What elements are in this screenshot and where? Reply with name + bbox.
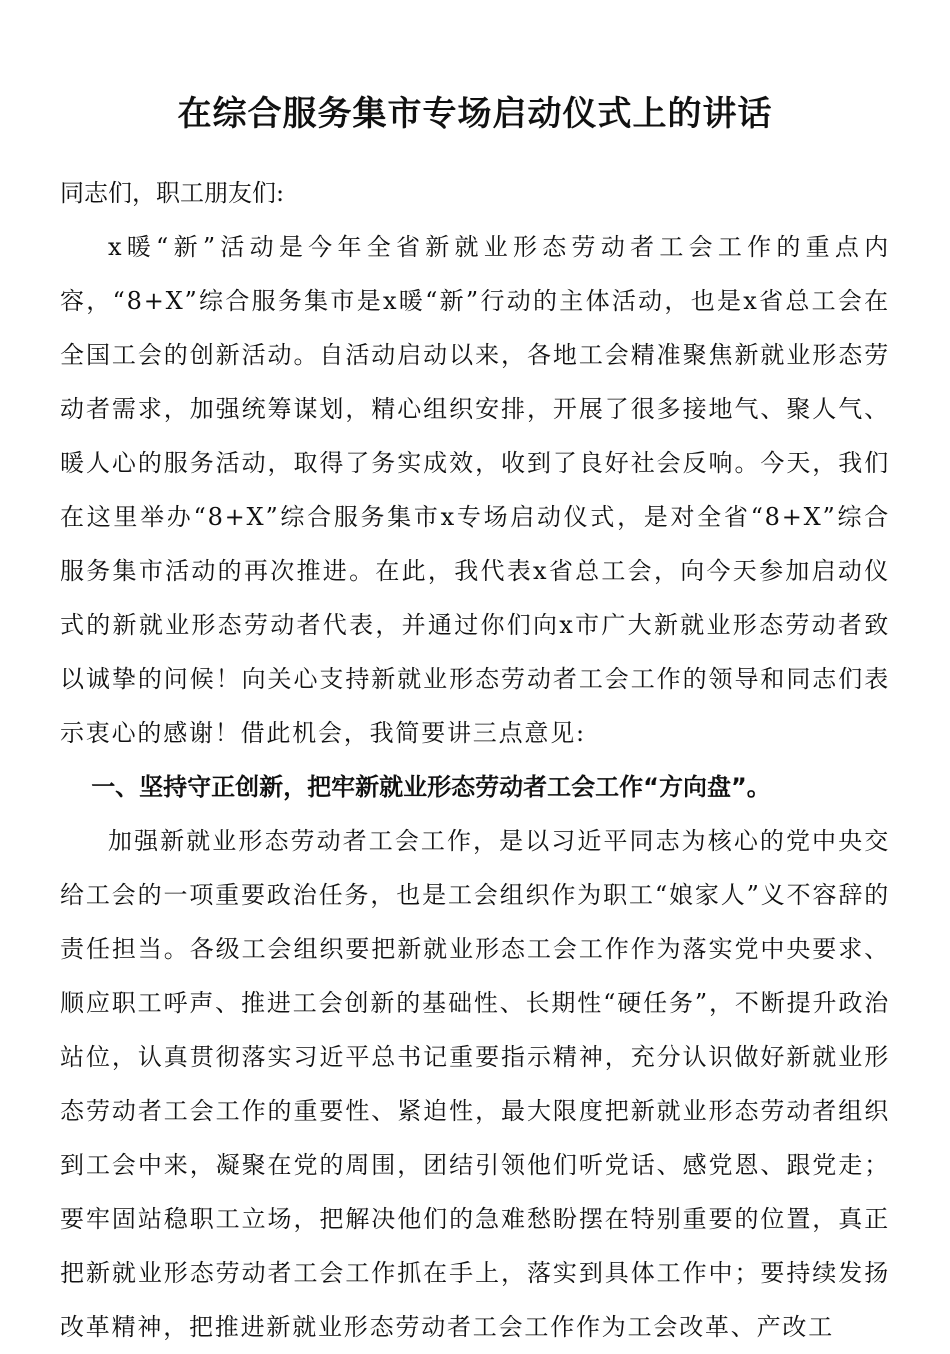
document-title: 在综合服务集市专场启动仪式上的讲话 xyxy=(177,94,773,134)
document-page xyxy=(60,0,890,1354)
section-1-paragraph: 加强新就业形态劳动者工会工作，是以习近平同志为核心的党中央交给工会的一项重要政治任务，也是工会组织作为职工“娘家人”义不容辞的责任担当。各级工会组织要把新就业形态工会工作作为落实党中央要求、顺应职工呼声、推进工会创新的基础性、长期性“硬任务”，不断提升政治站位，认真贯彻落实习近平总书记重要指示精神，充分认识做好新就业形态劳动者工会工作的重要性、紧迫性，最大限度把新就业形态劳动者组织到工会中来，凝聚在党的周围，团结引领他们听党话、感党恩、跟党走；要牢固站稳职工立场，把解决他们的急难愁盼摆在特别重要的位置，真正把新就业形态劳动者工会工作抓在手上，落实到具体工作中；要持续发扬改革精神，把推进新就业形态劳动者工会工作作为工会改革、产改工 xyxy=(60,827,890,1341)
section-1-heading: 一、坚持守正创新，把牢新就业形态劳动者工会工作“方向盘”。 xyxy=(91,773,771,801)
salutation: 同志们，职工朋友们: xyxy=(60,179,285,207)
intro-paragraph: x暖“新”活动是今年全省新就业形态劳动者工会工作的重点内容，“8+X”综合服务集市是x暖“新”行动的主体活动，也是x省总工会在全国工会的创新活动。自活动启动以来，各地工会精准聚焦新就业形态劳动者需求，加强统筹谋划，精心组织安排，开展了很多接地气、聚人气、暖人心的服务活动，取得了务实成效，收到了良好社会反响。今天，我们在这里举办“8+X”综合服务集市x专场启动仪式，是对全省“8+X”综合服务集市活动的再次推进。在此，我代表x省总工会，向今天参加启动仪式的新就业形态劳动者代表，并通过你们向x市广大新就业形态劳动者致以诚挚的问候！向关心支持新就业形态劳动者工会工作的领导和同志们表示衷心的感谢！借此机会，我简要讲三点意见: xyxy=(60,233,890,747)
